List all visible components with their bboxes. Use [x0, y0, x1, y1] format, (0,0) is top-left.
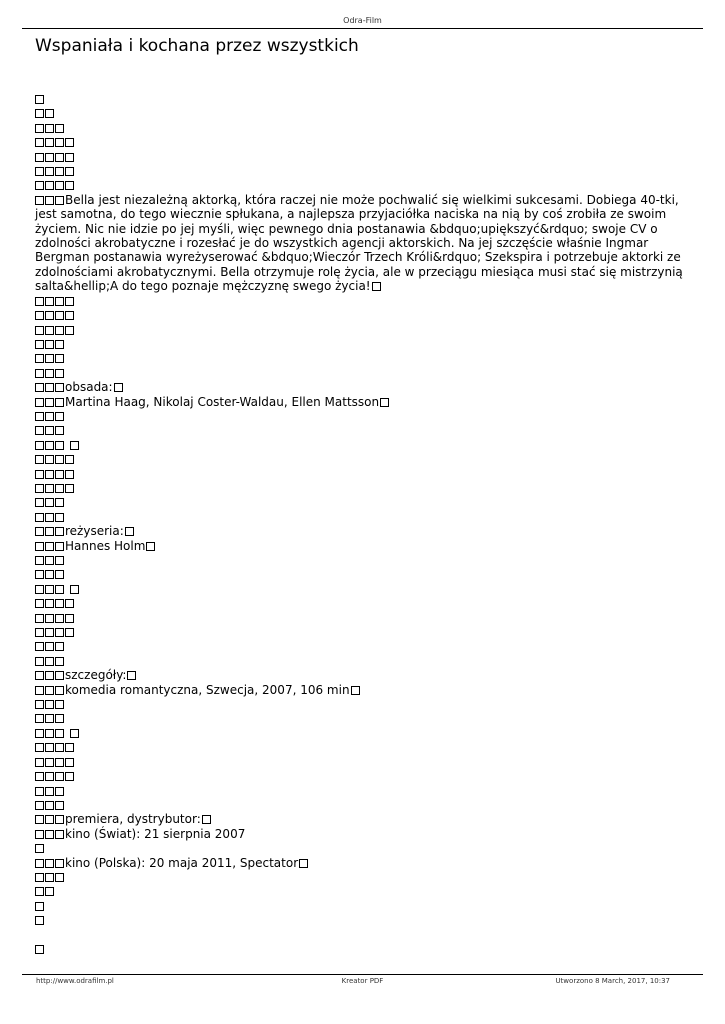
missing-glyph-box — [65, 470, 74, 479]
text-line — [35, 409, 685, 423]
missing-glyph-box — [45, 196, 54, 205]
missing-glyph-box — [35, 714, 44, 723]
missing-glyph-box — [45, 138, 54, 147]
header-site-name: Odra-Film — [343, 16, 382, 25]
missing-glyph-box — [35, 902, 44, 911]
text-line — [35, 582, 685, 596]
missing-glyph-box — [70, 729, 79, 738]
missing-glyph-box — [55, 873, 64, 882]
missing-glyph-box — [35, 542, 44, 551]
missing-glyph-box — [55, 642, 64, 651]
missing-glyph-box — [65, 743, 74, 752]
missing-glyph-box — [45, 369, 54, 378]
line-text: Martina Haag, Nikolaj Coster-Waldau, Ellen Mattsson — [65, 394, 380, 409]
missing-glyph-box — [35, 570, 44, 579]
text-line — [35, 323, 685, 337]
missing-glyph-box — [70, 441, 79, 450]
text-line — [35, 164, 685, 178]
text-line — [35, 913, 685, 927]
missing-glyph-box — [35, 642, 44, 651]
missing-glyph-box — [55, 542, 64, 551]
header-rule — [22, 28, 703, 29]
missing-glyph-box — [55, 585, 64, 594]
missing-glyph-box — [35, 297, 44, 306]
missing-glyph-box — [45, 599, 54, 608]
missing-glyph-box — [35, 599, 44, 608]
missing-glyph-box — [55, 196, 64, 205]
missing-glyph-box — [55, 527, 64, 536]
missing-glyph-box — [55, 830, 64, 839]
text-line — [35, 870, 685, 884]
missing-glyph-box — [35, 815, 44, 824]
missing-glyph-box — [35, 743, 44, 752]
footer-url[interactable]: http://www.odrafilm.pl — [36, 977, 114, 985]
text-line — [35, 668, 685, 682]
missing-glyph-box — [299, 859, 308, 868]
missing-glyph-box — [45, 354, 54, 363]
missing-glyph-box — [55, 340, 64, 349]
missing-glyph-box — [45, 426, 54, 435]
missing-glyph-box — [65, 455, 74, 464]
missing-glyph-box — [45, 412, 54, 421]
missing-glyph-box — [45, 441, 54, 450]
missing-glyph-box — [55, 326, 64, 335]
missing-glyph-box — [35, 657, 44, 666]
missing-glyph-box — [55, 138, 64, 147]
missing-glyph-box — [65, 181, 74, 190]
document-body — [35, 92, 685, 956]
missing-glyph-box — [35, 354, 44, 363]
missing-glyph-box — [45, 686, 54, 695]
text-line — [35, 380, 685, 394]
missing-glyph-box — [35, 556, 44, 565]
missing-glyph-box — [45, 109, 54, 118]
missing-glyph-box — [35, 945, 44, 954]
text-line — [35, 308, 685, 322]
missing-glyph-box — [70, 585, 79, 594]
missing-glyph-box — [55, 859, 64, 868]
missing-glyph-box — [45, 181, 54, 190]
missing-glyph-box — [55, 686, 64, 695]
text-line — [35, 639, 685, 653]
text-line — [35, 827, 685, 841]
missing-glyph-box — [45, 772, 54, 781]
missing-glyph-box — [65, 614, 74, 623]
text-line — [35, 351, 685, 365]
missing-glyph-box — [55, 441, 64, 450]
text-line — [35, 452, 685, 466]
text-line — [35, 841, 685, 855]
text-line — [35, 294, 685, 308]
missing-glyph-box — [45, 859, 54, 868]
missing-glyph-box — [351, 686, 360, 695]
text-line — [35, 178, 685, 192]
missing-glyph-box — [35, 383, 44, 392]
text-line — [35, 697, 685, 711]
missing-glyph-box — [45, 830, 54, 839]
missing-glyph-box — [35, 426, 44, 435]
missing-glyph-box — [35, 484, 44, 493]
line-text: Bella jest niezależną aktorką, która raczej nie może pochwalić się wielkimi sukcesami. Dobiega 40-tki, jest samotna, do tego wiecznie spłukana, a najlepsza przyjaciółka naciska na nią by coś zrobiła ze swoim życiem. Nic nie idzie po jej myśli, więc pewnego dnia postanawia &bdquo;upiększyć&rdquo; swoje CV o zdolności akrobatyczne i rozesłać je do wszystkich agencji aktorskich. Na jej szczęście właśnie Ingmar Bergman postanawia wyreżyserować &bdquo;Wieczór Trzech Króli&rdquo; Szekspira i potrzebuje aktorki ze zdolnościami akrobatycznymi. Bella otrzymuje rolę życia, ale w przeciągu miesiąca musi stać się mistrzynią salta&hellip;A do tego poznaje mężczyznę swego życia! — [35, 192, 683, 294]
line-text: kino (Polska): 20 maja 2011, Spectator — [65, 855, 299, 870]
missing-glyph-box — [55, 311, 64, 320]
line-text: szczegóły: — [65, 668, 127, 683]
missing-glyph-box — [55, 153, 64, 162]
missing-glyph-box — [55, 657, 64, 666]
missing-glyph-box — [45, 556, 54, 565]
missing-glyph-box — [55, 498, 64, 507]
footer-generator: Kreator PDF — [341, 977, 384, 985]
missing-glyph-box — [55, 743, 64, 752]
missing-glyph-box — [114, 383, 123, 392]
text-line — [35, 150, 685, 164]
missing-glyph-box — [65, 138, 74, 147]
line-text: premiera, dystrybutor: — [65, 812, 201, 827]
line-text: Hannes Holm — [65, 538, 146, 553]
text-line — [35, 611, 685, 625]
line-text: kino (Świat): 21 sierpnia 2007 — [65, 826, 246, 841]
missing-glyph-box — [45, 700, 54, 709]
text-line — [35, 884, 685, 898]
missing-glyph-box — [55, 412, 64, 421]
missing-glyph-box — [55, 614, 64, 623]
missing-glyph-box — [45, 570, 54, 579]
text-line — [35, 510, 685, 524]
missing-glyph-box — [45, 729, 54, 738]
text-line — [35, 812, 685, 826]
missing-glyph-box — [45, 642, 54, 651]
text-line — [35, 683, 685, 697]
footer-rule — [22, 974, 703, 975]
missing-glyph-box — [45, 887, 54, 896]
text-line — [35, 942, 685, 956]
missing-glyph-box — [55, 167, 64, 176]
missing-glyph-box — [55, 383, 64, 392]
missing-glyph-box — [45, 484, 54, 493]
missing-glyph-box — [55, 758, 64, 767]
missing-glyph-box — [45, 513, 54, 522]
text-line — [35, 193, 685, 294]
missing-glyph-box — [55, 700, 64, 709]
missing-glyph-box — [45, 383, 54, 392]
text-line — [35, 856, 685, 870]
missing-glyph-box — [35, 787, 44, 796]
missing-glyph-box — [55, 801, 64, 810]
text-line — [35, 899, 685, 913]
missing-glyph-box — [45, 787, 54, 796]
text-line — [35, 135, 685, 149]
text-line — [35, 596, 685, 610]
missing-glyph-box — [35, 138, 44, 147]
missing-glyph-box — [35, 196, 44, 205]
missing-glyph-box — [35, 412, 44, 421]
missing-glyph-box — [55, 570, 64, 579]
text-line — [35, 711, 685, 725]
text-line — [35, 928, 685, 942]
missing-glyph-box — [35, 455, 44, 464]
text-line — [35, 740, 685, 754]
missing-glyph-box — [35, 772, 44, 781]
missing-glyph-box — [55, 398, 64, 407]
line-text: komedia romantyczna, Szwecja, 2007, 106 min — [65, 682, 350, 697]
missing-glyph-box — [35, 671, 44, 680]
missing-glyph-box — [55, 628, 64, 637]
missing-glyph-box — [55, 124, 64, 133]
missing-glyph-box — [55, 599, 64, 608]
missing-glyph-box — [45, 340, 54, 349]
missing-glyph-box — [55, 354, 64, 363]
missing-glyph-box — [55, 787, 64, 796]
text-line — [35, 481, 685, 495]
missing-glyph-box — [45, 542, 54, 551]
missing-glyph-box — [45, 714, 54, 723]
text-line — [35, 798, 685, 812]
missing-glyph-box — [45, 801, 54, 810]
missing-glyph-box — [55, 455, 64, 464]
missing-glyph-box — [35, 311, 44, 320]
missing-glyph-box — [45, 498, 54, 507]
missing-glyph-box — [35, 801, 44, 810]
text-line — [35, 539, 685, 553]
missing-glyph-box — [35, 916, 44, 925]
missing-glyph-box — [65, 599, 74, 608]
missing-glyph-box — [35, 700, 44, 709]
missing-glyph-box — [45, 311, 54, 320]
text-line — [35, 625, 685, 639]
missing-glyph-box — [65, 484, 74, 493]
text-line — [35, 784, 685, 798]
missing-glyph-box — [202, 815, 211, 824]
missing-glyph-box — [35, 326, 44, 335]
missing-glyph-box — [65, 758, 74, 767]
missing-glyph-box — [55, 772, 64, 781]
missing-glyph-box — [55, 513, 64, 522]
text-line — [35, 438, 685, 452]
footer-created-date: Utworzono 8 March, 2017, 10:37 — [555, 977, 670, 985]
missing-glyph-box — [372, 282, 381, 291]
missing-glyph-box — [35, 398, 44, 407]
text-line — [35, 755, 685, 769]
missing-glyph-box — [45, 614, 54, 623]
missing-glyph-box — [35, 830, 44, 839]
text-line — [35, 524, 685, 538]
missing-glyph-box — [35, 686, 44, 695]
missing-glyph-box — [55, 369, 64, 378]
missing-glyph-box — [65, 772, 74, 781]
missing-glyph-box — [45, 527, 54, 536]
missing-glyph-box — [55, 297, 64, 306]
missing-glyph-box — [45, 585, 54, 594]
missing-glyph-box — [45, 815, 54, 824]
missing-glyph-box — [45, 297, 54, 306]
missing-glyph-box — [45, 398, 54, 407]
text-line — [35, 121, 685, 135]
missing-glyph-box — [65, 153, 74, 162]
missing-glyph-box — [45, 628, 54, 637]
missing-glyph-box — [55, 484, 64, 493]
missing-glyph-box — [55, 470, 64, 479]
missing-glyph-box — [55, 714, 64, 723]
missing-glyph-box — [45, 153, 54, 162]
missing-glyph-box — [45, 455, 54, 464]
missing-glyph-box — [35, 513, 44, 522]
missing-glyph-box — [35, 614, 44, 623]
missing-glyph-box — [35, 340, 44, 349]
text-line — [35, 395, 685, 409]
missing-glyph-box — [35, 873, 44, 882]
missing-glyph-box — [35, 887, 44, 896]
missing-glyph-box — [45, 167, 54, 176]
missing-glyph-box — [55, 426, 64, 435]
text-line — [35, 726, 685, 740]
missing-glyph-box — [55, 815, 64, 824]
text-line — [35, 366, 685, 380]
line-text: reżyseria: — [65, 524, 124, 539]
missing-glyph-box — [35, 527, 44, 536]
missing-glyph-box — [35, 167, 44, 176]
text-line — [35, 567, 685, 581]
missing-glyph-box — [45, 671, 54, 680]
text-line — [35, 495, 685, 509]
missing-glyph-box — [65, 167, 74, 176]
missing-glyph-box — [35, 181, 44, 190]
text-line — [35, 423, 685, 437]
missing-glyph-box — [35, 95, 44, 104]
missing-glyph-box — [127, 671, 136, 680]
missing-glyph-box — [35, 844, 44, 853]
missing-glyph-box — [65, 628, 74, 637]
missing-glyph-box — [35, 585, 44, 594]
missing-glyph-box — [125, 527, 134, 536]
missing-glyph-box — [35, 369, 44, 378]
missing-glyph-box — [65, 297, 74, 306]
missing-glyph-box — [45, 124, 54, 133]
missing-glyph-box — [35, 498, 44, 507]
missing-glyph-box — [35, 628, 44, 637]
text-line — [35, 106, 685, 120]
missing-glyph-box — [35, 441, 44, 450]
line-text: obsada: — [65, 380, 113, 395]
missing-glyph-box — [35, 729, 44, 738]
text-line — [35, 553, 685, 567]
missing-glyph-box — [35, 859, 44, 868]
missing-glyph-box — [35, 153, 44, 162]
missing-glyph-box — [55, 556, 64, 565]
missing-glyph-box — [35, 470, 44, 479]
text-line — [35, 769, 685, 783]
text-line — [35, 467, 685, 481]
missing-glyph-box — [45, 657, 54, 666]
missing-glyph-box — [45, 470, 54, 479]
missing-glyph-box — [35, 124, 44, 133]
missing-glyph-box — [35, 758, 44, 767]
missing-glyph-box — [45, 758, 54, 767]
missing-glyph-box — [65, 311, 74, 320]
missing-glyph-box — [35, 109, 44, 118]
missing-glyph-box — [45, 873, 54, 882]
missing-glyph-box — [65, 326, 74, 335]
missing-glyph-box — [55, 671, 64, 680]
missing-glyph-box — [380, 398, 389, 407]
missing-glyph-box — [55, 729, 64, 738]
missing-glyph-box — [55, 181, 64, 190]
missing-glyph-box — [45, 743, 54, 752]
missing-glyph-box — [146, 542, 155, 551]
page-title: Wspaniała i kochana przez wszystkich — [35, 36, 359, 56]
text-line — [35, 92, 685, 106]
missing-glyph-box — [45, 326, 54, 335]
text-line — [35, 337, 685, 351]
text-line — [35, 654, 685, 668]
